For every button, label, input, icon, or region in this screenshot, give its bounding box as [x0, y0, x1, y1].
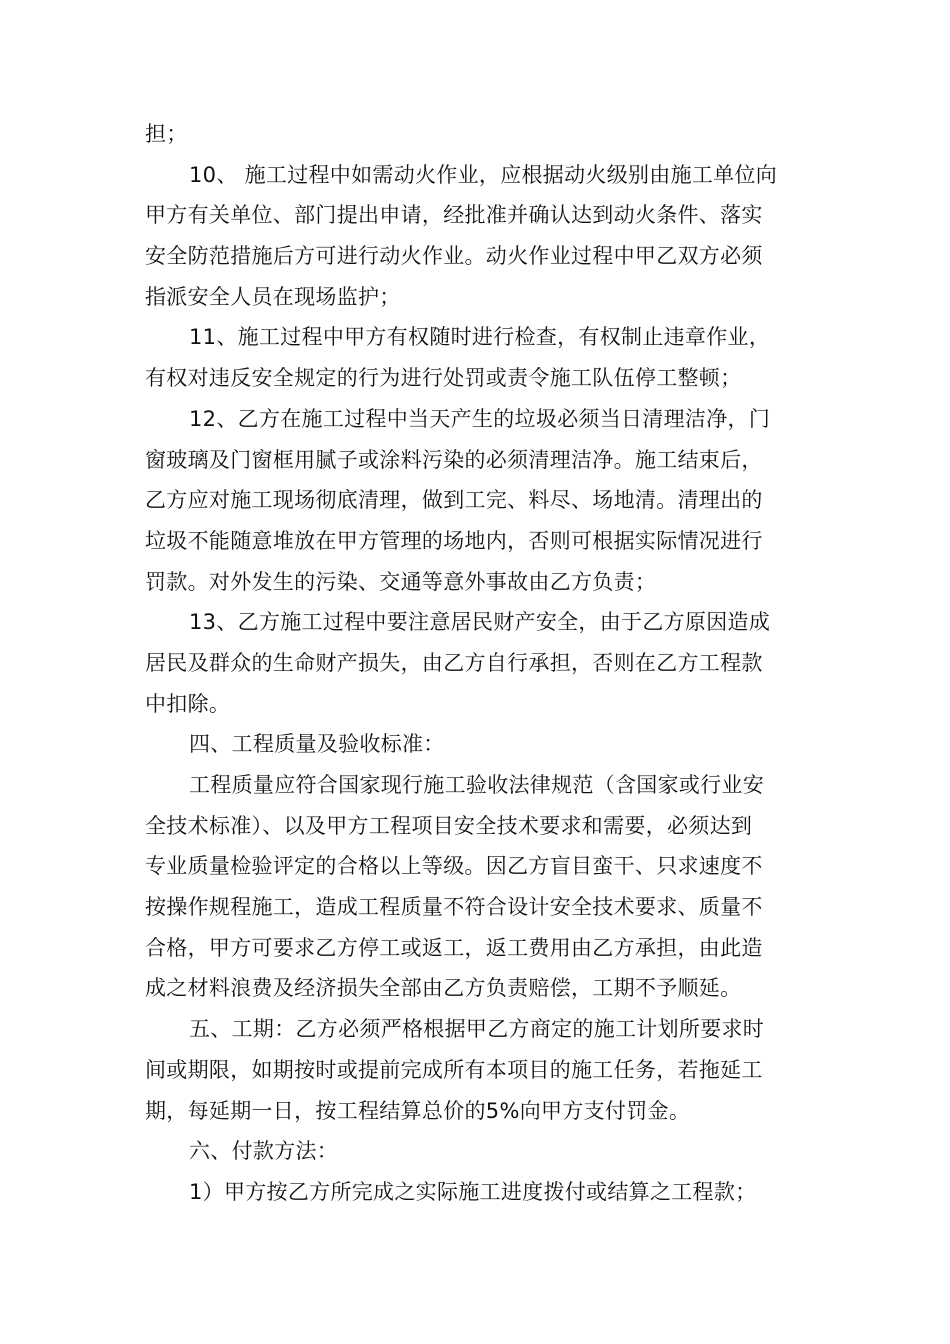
- text-line: 安全防范措施后方可进行动火作业。动火作业过程中甲乙双方必须: [145, 244, 763, 269]
- text-line: 间或期限，如期按时或提前完成所有本项目的施工任务，若拖延工: [145, 1057, 763, 1082]
- text-line: 甲方有关单位、部门提出申请，经批准并确认达到动火条件、落实: [145, 203, 763, 228]
- text-line: 成之材料浪费及经济损失全部由乙方负责赔偿，工期不予顺延。: [145, 976, 742, 1001]
- text-line: 工程质量应符合国家现行施工验收法律规范（含国家或行业安: [189, 773, 765, 797]
- text-line: 全技术标准）、以及甲方工程项目安全技术要求和需要，必须达到: [145, 813, 753, 838]
- section-heading: 六、付款方法：: [189, 1139, 339, 1164]
- text-line: 指派安全人员在现场监护；: [145, 284, 401, 309]
- text-line: 合格，甲方可要求乙方停工或返工，返工费用由乙方承担，由此造: [145, 935, 763, 960]
- text-line: 13、乙方施工过程中要注意居民财产安全，由于乙方原因造成: [189, 610, 771, 635]
- section-heading: 五、工期：乙方必须严格根据甲乙方商定的施工计划所要求时: [189, 1017, 765, 1042]
- section-heading: 四、工程质量及验收标准：: [189, 732, 445, 757]
- text-line: 11、施工过程中甲方有权随时进行检查，有权制止违章作业，: [189, 325, 771, 350]
- text-line: 有权对违反安全规定的行为进行处罚或责令施工队伍停工整顿；: [145, 366, 742, 391]
- text-line: 期，每延期一日，按工程结算总价的5%向甲方支付罚金。: [145, 1098, 691, 1123]
- text-line: 1）甲方按乙方所完成之实际施工进度拨付或结算之工程款；: [189, 1179, 757, 1204]
- text-line: 担；: [145, 122, 188, 146]
- text-line: 乙方应对施工现场彻底清理，做到工完、料尽、场地清。清理出的: [145, 488, 763, 513]
- text-line: 罚款。对外发生的污染、交通等意外事故由乙方负责；: [145, 569, 657, 594]
- text-line: 窗玻璃及门窗框用腻子或涂料污染的必须清理洁净。施工结束后，: [145, 447, 763, 472]
- text-line: 12、乙方在施工过程中当天产生的垃圾必须当日清理洁净，门: [189, 406, 771, 431]
- text-line: 10、 施工过程中如需动火作业，应根据动火级别由施工单位向: [189, 162, 778, 187]
- document-body: [145, 114, 807, 1213]
- text-line: 居民及群众的生命财产损失，由乙方自行承担，否则在乙方工程款: [145, 650, 763, 675]
- text-line: 垃圾不能随意堆放在甲方管理的场地内，否则可根据实际情况进行: [145, 528, 763, 553]
- text-line: 按操作规程施工，造成工程质量不符合设计安全技术要求、质量不: [145, 895, 763, 920]
- text-line: 中扣除。: [145, 691, 231, 716]
- text-line: 专业质量检验评定的合格以上等级。因乙方盲目蛮干、只求速度不: [145, 854, 763, 879]
